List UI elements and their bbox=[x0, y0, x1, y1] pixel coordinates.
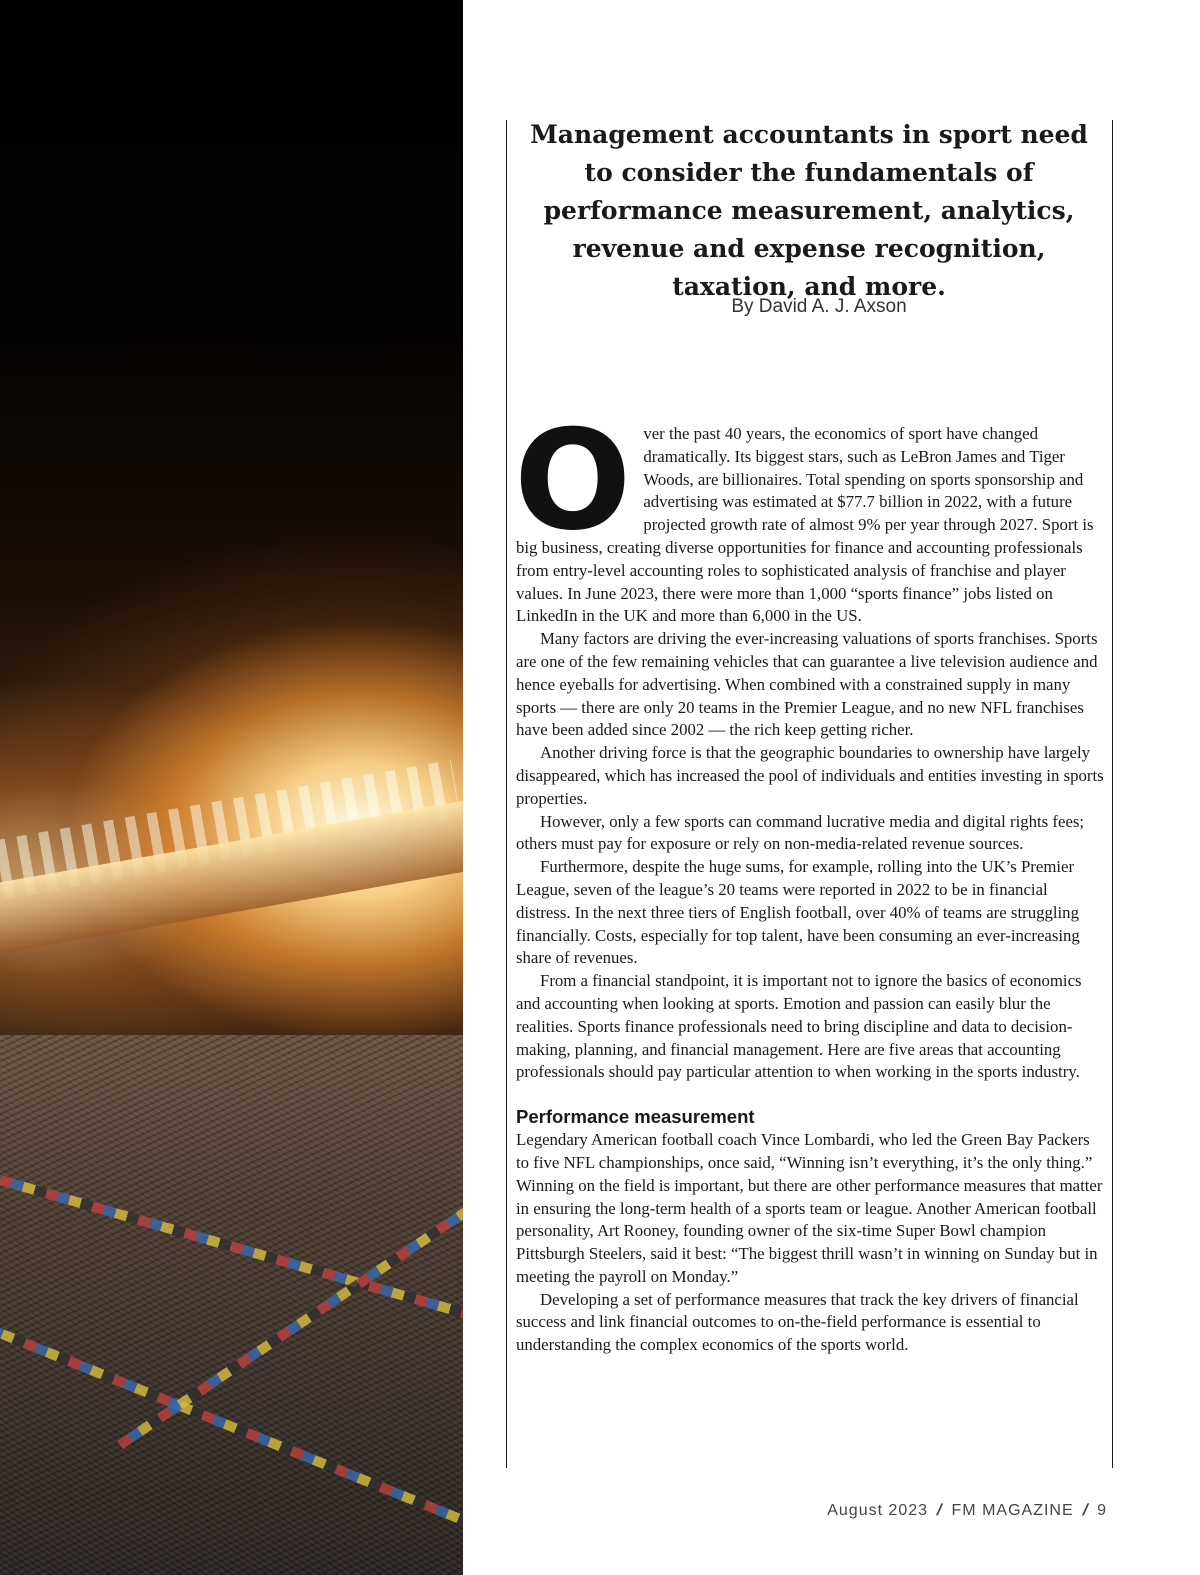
column-rule-right bbox=[1112, 120, 1113, 1468]
body-paragraph: Many factors are driving the ever-increasing valuations of sports franchises. Sports are one of the few remaining vehicles that can guarantee a live television audience and hence eyeballs for advertising. When combined with a constrained supply in many sports — there are only 20 teams in the Premier League, and no new NFL franchises have been added since 2002 — the rich keep getting richer. bbox=[516, 629, 1098, 740]
stadium-floodlights-photo bbox=[0, 0, 463, 1575]
body-paragraph: However, only a few sports can command lucrative media and digital rights fees; others must pay for exposure or rely on non-media-related revenue sources. bbox=[516, 811, 1085, 854]
page-number: 9 bbox=[1097, 1502, 1107, 1519]
drop-cap: O bbox=[514, 400, 632, 561]
body-paragraph: Furthermore, despite the huge sums, for example, rolling into the UK’s Premier League, seven of the league’s 20 teams were reported in 2022 to be in financial distress. In the next three tiers of English football, over 40% of teams are struggling financially. Costs, especially for top talent, have been consuming an ever-increasing share of revenues. bbox=[516, 857, 1080, 968]
issue-date: August 2023 bbox=[827, 1502, 929, 1519]
footer-separator: / bbox=[934, 1502, 945, 1519]
page-footer bbox=[827, 1502, 1107, 1520]
body-paragraph: From a financial standpoint, it is important not to ignore the basics of economics and accounting when looking at sports. Emotion and passion can easily blur the realities. Sports finance professionals need to bring discipline and data to decision-making, planning, and financial management. Here are five areas that accounting professionals should pay particular attention to when working in the sports industry. bbox=[516, 971, 1082, 1082]
intro-text: ver the past 40 years, the economics of sport have changed dramatically. Its biggest stars, such as LeBron James and Tiger Woods, are billionaires. Total spending on sports sponsorship and advertising was estimated at $77.7 billion in 2022, with a future projected growth rate of almost 9% per year through 2027. Sport is big business, creating diverse opportunities for finance and accounting professionals from entry-level accounting roles to sophisticated analysis of franchise and player values. In June 2023, there were more than 1,000 “sports finance” jobs listed on LinkedIn in the UK and more than 6,000 in the US. bbox=[516, 424, 1094, 626]
footer-separator: / bbox=[1080, 1502, 1091, 1519]
publication-name: FM MAGAZINE bbox=[951, 1502, 1074, 1519]
column-rule-left bbox=[506, 120, 507, 1468]
byline: By David A. J. Axson bbox=[731, 296, 907, 317]
intro-paragraph bbox=[514, 400, 1106, 628]
article-body bbox=[514, 400, 1106, 1357]
body-paragraph: Legendary American football coach Vince Lombardi, who led the Green Bay Packers to five NFL championships, once said, “Winning isn’t everything, it’s the only thing.” Winning on the field is important, but there are other performance measures that matter in ensuring the long-term health of a sports team or league. Another American football personality, Art Rooney, founding owner of the six-time Super Bowl champion Pittsburgh Steelers, said it best: “The biggest thrill wasn’t in winning on Sunday but in meeting the payroll on Monday.” bbox=[516, 1130, 1103, 1286]
body-paragraph: Developing a set of performance measures that track the key drivers of financial success and link financial outcomes to on-the-field performance is essential to understanding the complex economics of the sports world. bbox=[516, 1289, 1079, 1355]
section-heading: Performance measurement bbox=[516, 1106, 755, 1128]
article-deck: Management accountants in sport need to consider the fundamentals of performance measurement, analytics, revenue and expense recognition, taxation, and more. bbox=[530, 120, 1088, 301]
body-paragraph: Another driving force is that the geographic boundaries to ownership have largely disappeared, which has increased the pool of individuals and entities investing in sports properties. bbox=[516, 743, 1104, 808]
